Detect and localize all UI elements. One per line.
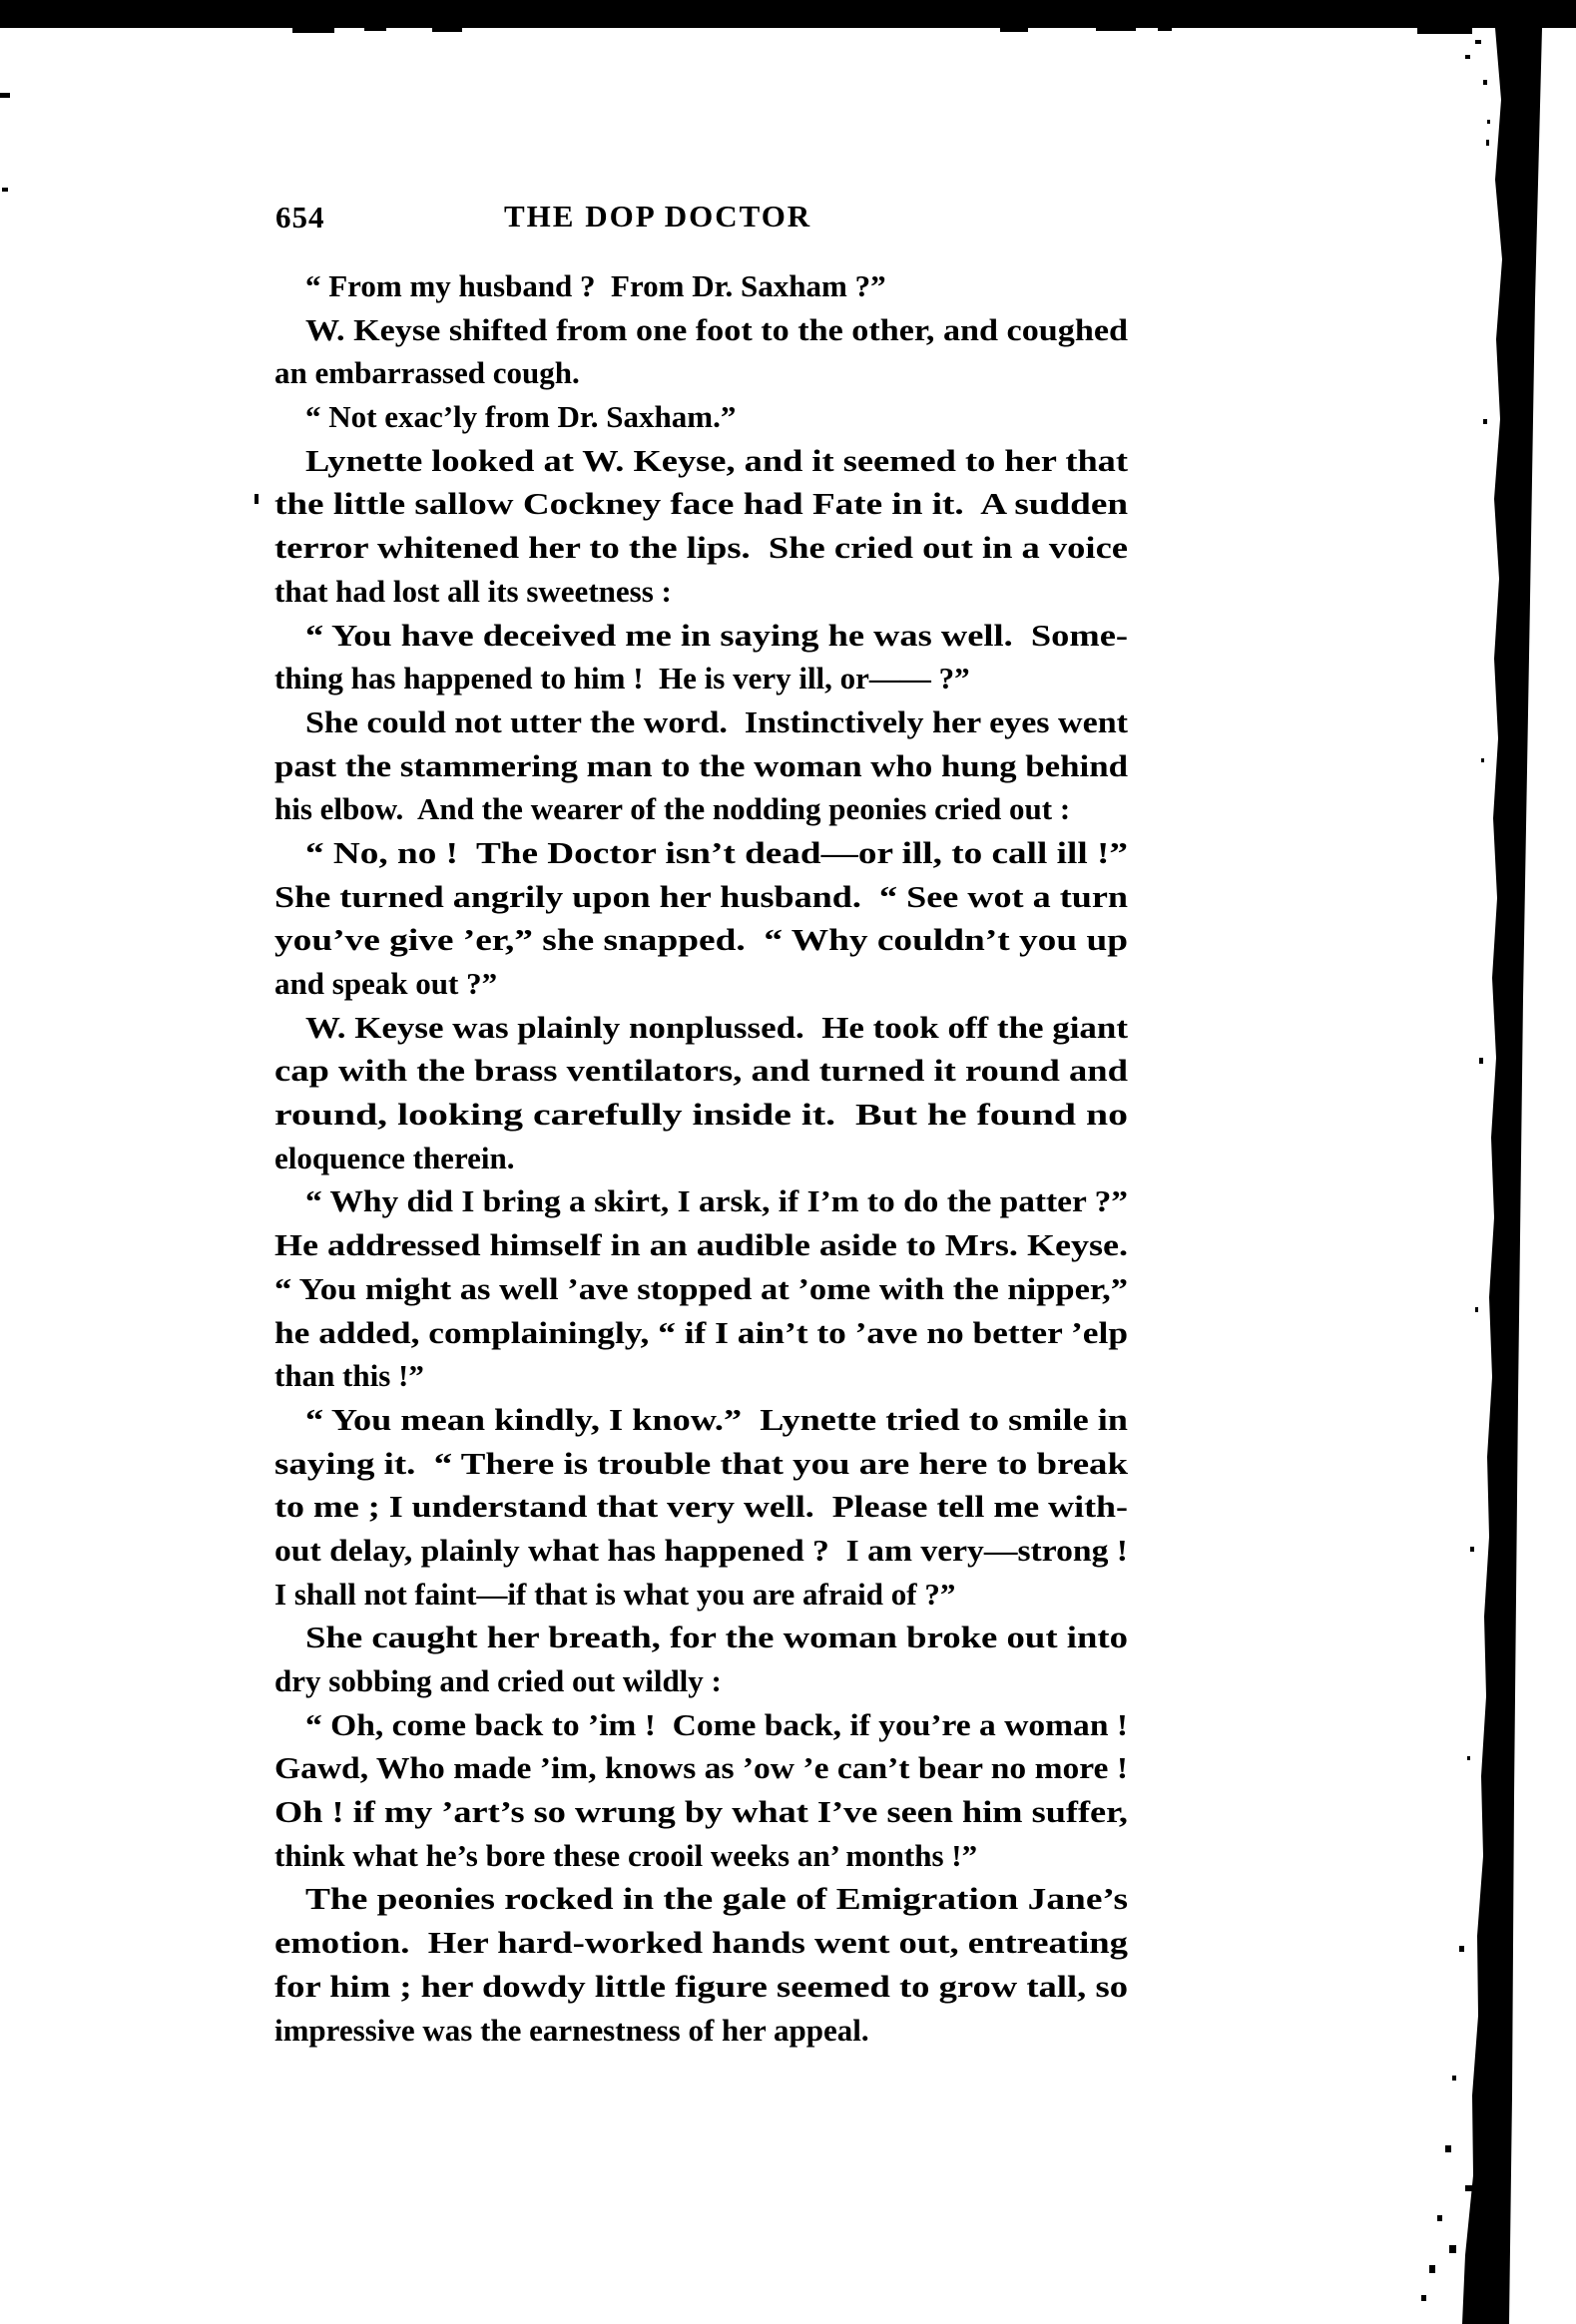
text-line: that had lost all its sweetness : [274, 573, 672, 609]
text-line: an embarrassed cough. [274, 355, 580, 391]
text-line: “ From my husband ? From Dr. Saxham ?” [305, 268, 886, 303]
text-line: emotion. Her hard-worked hands went out, entreating [274, 1925, 1128, 1961]
paragraph [274, 831, 1128, 1006]
text-line: She turned angrily upon her husband. “ See wot a turn [274, 878, 1128, 914]
text-line: The peonies rocked in the gale of Emigration Jane’s [305, 1881, 1128, 1917]
text-line: She caught her breath, for the woman broke out into [305, 1620, 1128, 1655]
scan-top-edge [0, 0, 1576, 28]
scan-left-specks [0, 93, 10, 192]
text-line: and speak out ?” [274, 966, 498, 1001]
paragraph [274, 1703, 1128, 1878]
paragraph [274, 700, 1128, 831]
text-line: out delay, plainly what has happened ? I am very—strong ! [274, 1532, 1128, 1568]
text-line: round, looking carefully inside it. But he found no [274, 1097, 1128, 1133]
text-line: “ Oh, come back to ’im ! Come back, if you’re a woman ! [305, 1706, 1128, 1742]
text-line: he added, complainingly, “ if I ain’t to ’ave no better ’elp [274, 1314, 1128, 1350]
text-line: Gawd, Who made ’im, knows as ’ow ’e can’t bear no more ! [274, 1750, 1128, 1786]
text-line: I shall not faint—if that is what you are afraid of ?” [274, 1576, 956, 1612]
text-line: He addressed himself in an audible aside to Mrs. Keyse. [274, 1227, 1128, 1263]
text-line: for him ; her dowdy little figure seemed to grow tall, so [274, 1968, 1128, 2004]
text-line: “ Why did I bring a skirt, I arsk, if I’m to do the patter ?” [305, 1183, 1128, 1219]
paragraph [274, 1179, 1128, 1397]
paragraph [274, 1877, 1128, 2052]
text-line: W. Keyse shifted from one foot to the other, and coughed [305, 311, 1128, 347]
page-edge-shadow [1462, 28, 1542, 2324]
text-line: “ No, no ! The Doctor isn’t dead—or ill, to call ill !” [305, 834, 1128, 870]
text-line: “ You might as well ’ave stopped at ’ome with the nipper,” [274, 1270, 1128, 1306]
text-line: dry sobbing and cried out wildly : [274, 1663, 722, 1698]
text-line: “ You mean kindly, I know.” Lynette tried to smile in [305, 1401, 1128, 1437]
text-line: “ You have deceived me in saying he was well. Some- [305, 617, 1128, 653]
text-line: W. Keyse was plainly nonplussed. He took off the giant [305, 1009, 1128, 1045]
text-line: She could not utter the word. Instinctively her eyes went [305, 703, 1128, 739]
scan-speckles [1421, 40, 1490, 2301]
text-line: saying it. “ There is trouble that you are here to break [274, 1445, 1128, 1481]
paragraph [274, 308, 1128, 395]
scan-top-edge-teeth [292, 28, 1472, 34]
text-line: “ Not exac’ly from Dr. Saxham.” [305, 399, 737, 435]
paragraph [274, 1616, 1128, 1702]
text-line: eloquence therein. [274, 1140, 515, 1175]
text-block [274, 264, 1128, 2052]
text-line: past the stammering man to the woman who hung behind [274, 747, 1128, 783]
text-line: Lynette looked at W. Keyse, and it seemed to her that [305, 442, 1128, 478]
text-line: cap with the brass ventilators, and turned it round and [274, 1053, 1128, 1089]
paragraph [274, 614, 1128, 700]
text-line: the little sallow Cockney face had Fate in it. A sudden [274, 486, 1128, 522]
text-line: Oh ! if my ’art’s so wrung by what I’ve seen him suffer, [274, 1794, 1128, 1830]
text-line: think what he’s bore these crooil weeks an’ months !” [274, 1837, 978, 1873]
text-line: you’ve give ’er,” she snapped. “ Why couldn’t you up [274, 922, 1128, 958]
running-title: THE DOP DOCTOR [504, 199, 812, 233]
text-line: thing has happened to him ! He is very ill, or—— ?” [274, 661, 970, 697]
text-line: terror whitened her to the lips. She cried out in a voice [274, 530, 1128, 566]
text-line: to me ; I understand that very well. Please tell me with- [274, 1489, 1128, 1525]
page-number: 654 [275, 200, 325, 234]
paragraph [274, 264, 1128, 308]
paragraph [274, 1398, 1128, 1616]
margin-speck [255, 494, 259, 504]
paragraph [274, 1006, 1128, 1180]
text-line: his elbow. And the wearer of the nodding peonies cried out : [274, 791, 1071, 827]
paragraph [274, 395, 1128, 439]
text-line: impressive was the earnestness of her appeal. [274, 2012, 869, 2048]
text-line: than this !” [274, 1358, 424, 1394]
paragraph [274, 439, 1128, 614]
